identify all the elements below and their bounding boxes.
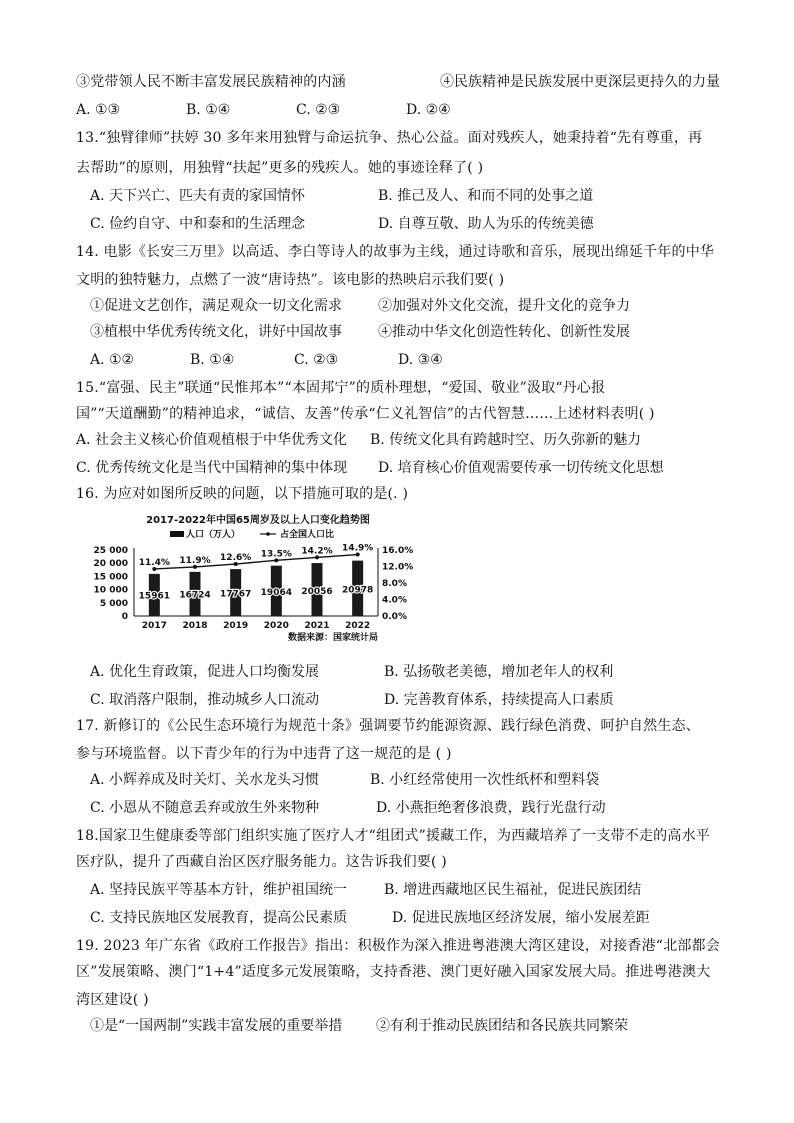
bar-value-label: 15961 xyxy=(138,591,170,602)
ratio-label: 11.9% xyxy=(179,555,211,566)
q15-option-a: A. 社会主义核心价值观植根于中华优秀文化 xyxy=(76,432,348,448)
q17-stem-2: 参与环境监督。以下青少年的行为中违背了这一规范的是 ( ) xyxy=(76,746,452,762)
q17-stem-1: 17. 新修订的《公民生态环境行为规范十条》强调要节约能源资源、践行绿色消费、呵护自然生态、 xyxy=(76,718,700,734)
q19-statement-2: ②有利于推动民族团结和各民族共同繁荣 xyxy=(376,1018,628,1034)
ratio-label: 13.5% xyxy=(260,549,292,560)
q14-option-a: A. ①② xyxy=(90,352,135,368)
q13-option-a: A. 天下兴亡、匹夫有责的家国情怀 xyxy=(90,188,306,204)
y-tick-label: 10 000 xyxy=(93,585,128,596)
bar-value-label: 20056 xyxy=(301,586,333,597)
y2-tick-label: 4.0% xyxy=(382,595,407,606)
q12-option-c: C. ②③ xyxy=(296,102,341,118)
ratio-label: 12.6% xyxy=(220,553,252,564)
q14-statement-4: ④推动中华文化创造性转化、创新性发展 xyxy=(378,324,630,340)
q12-statement-3: ③党带领人民不断丰富发展民族精神的内涵 xyxy=(76,74,346,90)
bar-value-label: 17767 xyxy=(220,589,252,600)
q15-stem-1: 15.“富强、民主”联通“民惟邦本”“本固邦宁”的质朴理想，“爱国、敬业”汲取“丹心报 xyxy=(76,380,606,396)
q17-option-c: C. 小恩从不随意丢弃或放生外来物种 xyxy=(90,800,320,816)
q13-stem-1: 13.“独臂律师”扶婷 30 多年来用独臂与命运抗争、热心公益。面对残疾人，她秉持着“先有尊重，再 xyxy=(76,130,703,146)
ratio-label: 14.9% xyxy=(342,543,374,554)
q16-option-c: C. 取消落户限制，推动城乡人口流动 xyxy=(90,692,320,708)
legend-line-marker xyxy=(266,532,270,536)
population-chart-svg xyxy=(84,512,432,644)
q14-statement-3: ③植根中华优秀传统文化，讲好中国故事 xyxy=(90,324,342,340)
bar-value-label: 20978 xyxy=(342,585,374,596)
q17-option-d: D. 小燕拒绝奢侈浪费，践行光盘行动 xyxy=(376,800,606,816)
x-tick-label: 2021 xyxy=(304,621,330,631)
q12-option-d: D. ②④ xyxy=(406,102,451,118)
q18-option-d: D. 促进民族地区经济发展，缩小发展差距 xyxy=(392,910,650,926)
chart-title: 2017-2022年中国65周岁及以上人口变化趋势图 xyxy=(146,515,370,526)
q19-stem-3: 湾区建设( ) xyxy=(76,992,149,1008)
y-tick-label: 0 xyxy=(121,612,128,622)
y2-tick-label: 0.0% xyxy=(382,612,407,622)
q18-option-c: C. 支持民族地区发展教育，提高公民素质 xyxy=(90,910,348,926)
ratio-label: 11.4% xyxy=(138,557,170,568)
q13-option-d: D. 自尊互敬、助人为乐的传统美德 xyxy=(378,216,594,232)
q13-option-c: C. 俭约自守、中和泰和的生活理念 xyxy=(90,216,306,232)
y-tick-label: 20 000 xyxy=(93,559,128,570)
q13-option-b: B. 推己及人、和而不同的处事之道 xyxy=(378,188,594,204)
q16-option-a: A. 优化生育政策，促进人口均衡发展 xyxy=(90,664,320,680)
bar-value-label: 16724 xyxy=(179,590,211,601)
x-tick-label: 2020 xyxy=(263,621,289,631)
y-tick-label: 5 000 xyxy=(99,598,128,609)
q15-option-c: C. 优秀传统文化是当代中国精神的集中体现 xyxy=(76,460,348,476)
q13-stem-2: 去帮助”的原则，用独臂“扶起”更多的残疾人。她的事迹诠释了( ) xyxy=(76,160,484,176)
q16-option-d: D. 完善教育体系，持续提高人口素质 xyxy=(384,692,614,708)
q19-statement-1: ①是“一国两制”实践丰富发展的重要举措 xyxy=(90,1018,343,1034)
y-tick-label: 25 000 xyxy=(93,546,128,556)
q16-stem: 16. 为应对如图所反映的问题，以下措施可取的是(. ) xyxy=(76,486,409,502)
q19-stem-1: 19. 2023 年广东省《政府工作报告》指出：积极作为深入推进粤港澳大湾区建设，对接香港“北部都会 xyxy=(76,938,720,954)
q18-option-a: A. 坚持民族平等基本方针，维护祖国统一 xyxy=(90,882,348,898)
q12-option-a: A. ①③ xyxy=(76,102,121,118)
q18-option-b: B. 增进西藏地区民生福祉，促进民族团结 xyxy=(384,882,642,898)
chart-source: 数据来源：国家统计局 xyxy=(287,633,378,643)
q16-option-b: B. 弘扬敬老美德，增加老年人的权利 xyxy=(384,664,614,680)
legend-bar-swatch xyxy=(170,531,184,537)
population-chart xyxy=(84,512,432,644)
q17-option-a: A. 小辉养成及时关灯、关水龙头习惯 xyxy=(90,772,320,788)
y-tick-label: 15 000 xyxy=(93,572,128,583)
q14-option-c: C. ②③ xyxy=(294,352,339,368)
q14-option-b: B. ①④ xyxy=(190,352,235,368)
q14-option-d: D. ③④ xyxy=(398,352,443,368)
q15-stem-2: 国”“天道酬勤”的精神追求，“诚信、友善”传承“仁义礼智信”的古代智慧……上述材料表明( ) xyxy=(76,406,655,422)
legend-line-label: 占全国人口比 xyxy=(280,530,335,540)
y2-tick-label: 16.0% xyxy=(382,546,414,556)
ratio-label: 14.2% xyxy=(301,546,333,557)
y2-tick-label: 12.0% xyxy=(382,562,414,573)
q14-stem-1: 14. 电影《长安三万里》以高适、李白等诗人的故事为主线，通过诗歌和音乐，展现出绵延千年的中华 xyxy=(76,244,715,260)
q14-statement-2: ②加强对外文化交流，提升文化的竞争力 xyxy=(378,298,630,314)
q19-stem-2: 区”发展策略、澳门“1+4”适度多元发展策略，支持香港、澳门更好融入国家发展大局。推进粤港澳大 xyxy=(76,964,711,980)
y2-tick-label: 8.0% xyxy=(382,579,407,589)
legend-bar-label: 人口（万人） xyxy=(186,530,241,540)
q15-option-b: B. 传统文化具有跨越时空、历久弥新的魅力 xyxy=(370,432,642,448)
bar-value-label: 19064 xyxy=(260,587,292,598)
q14-statement-1: ①促进文艺创作，满足观众一切文化需求 xyxy=(90,298,342,314)
q14-stem-2: 文明的独特魅力，点燃了一波“唐诗热”。该电影的热映启示我们要( ) xyxy=(76,272,505,288)
q15-option-d: D. 培育核心价值观需要传承一切传统文化思想 xyxy=(378,460,664,476)
q18-stem-1: 18.国家卫生健康委等部门组织实施了医疗人才“组团式”援藏工作，为西藏培养了一支带不走的高水平 xyxy=(76,828,710,844)
x-tick-label: 2022 xyxy=(345,621,371,631)
x-tick-label: 2017 xyxy=(141,621,167,631)
x-tick-label: 2019 xyxy=(223,621,249,631)
q12-statement-4: ④民族精神是民族发展中更深层更持久的力量 xyxy=(440,74,720,90)
q18-stem-2: 医疗队，提升了西藏自治区医疗服务能力。这告诉我们要( ) xyxy=(76,854,447,870)
x-tick-label: 2018 xyxy=(182,621,208,631)
q12-option-b: B. ①④ xyxy=(186,102,231,118)
q17-option-b: B. 小红经常使用一次性纸杯和塑料袋 xyxy=(370,772,600,788)
